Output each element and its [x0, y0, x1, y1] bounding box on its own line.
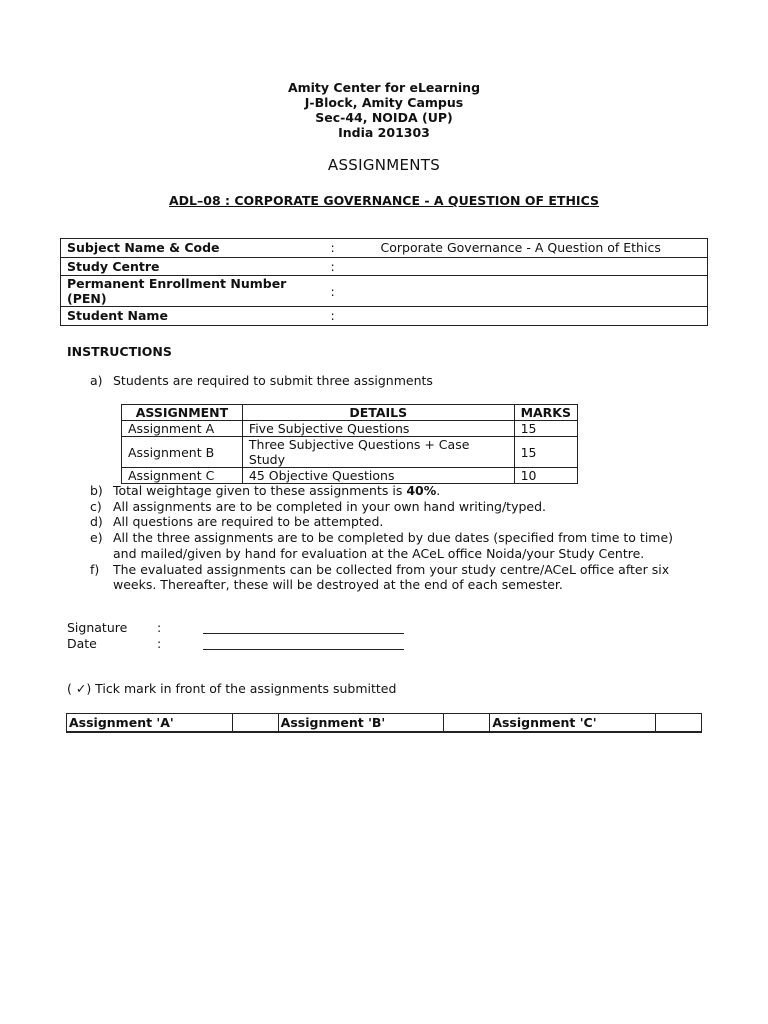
info-value[interactable]: [371, 276, 708, 307]
org-address-line-3: India 201303: [338, 125, 430, 140]
table-row: [122, 421, 578, 437]
signature-colon: :: [157, 620, 162, 635]
info-colon: :: [331, 307, 371, 326]
organization-header: [0, 80, 768, 140]
list-item: [90, 373, 690, 389]
assignment-table-header: [122, 405, 578, 421]
list-marker: a): [90, 373, 103, 388]
info-label: Student Name: [61, 307, 331, 326]
instructions-heading: INSTRUCTIONS: [67, 344, 172, 359]
list-text-prefix: Total weightage given to these assignments is: [113, 483, 407, 498]
list-marker: b): [90, 483, 103, 498]
assignment-c-tick-box[interactable]: [656, 714, 702, 732]
list-marker: c): [90, 498, 102, 514]
table-cell: Assignment C: [122, 468, 243, 484]
info-row-student-name: [61, 307, 708, 326]
info-value[interactable]: [371, 307, 708, 326]
column-header: ASSIGNMENT: [122, 405, 243, 421]
assignment-a-tick-box[interactable]: [232, 714, 278, 732]
instruction-list-a: [90, 373, 690, 389]
info-value[interactable]: Corporate Governance - A Question of Ethics: [371, 239, 708, 258]
date-label: Date: [67, 636, 97, 651]
signature-line[interactable]: [203, 620, 404, 634]
tick-instruction: ( ✓) Tick mark in front of the assignments submitted: [67, 681, 397, 696]
date-line[interactable]: [203, 636, 404, 650]
list-text: All questions are required to be attempted.: [113, 514, 384, 530]
info-label: Study Centre: [61, 257, 331, 276]
assignment-b-label: Assignment 'B': [278, 714, 444, 732]
info-row-study-centre: [61, 257, 708, 276]
list-item: [90, 562, 690, 593]
list-text: All the three assignments are to be completed by due dates (specified from time to time) and mailed/given by hand for evaluation at the ACeL office Noida/your Study Centre.: [113, 530, 674, 561]
column-header: DETAILS: [242, 405, 514, 421]
table-row: [122, 437, 578, 468]
org-address-line-1: J-Block, Amity Campus: [304, 95, 464, 110]
info-label: Subject Name & Code: [61, 239, 331, 258]
info-value[interactable]: [371, 257, 708, 276]
assignment-a-label: Assignment 'A': [67, 714, 233, 732]
list-text: The evaluated assignments can be collected from your study centre/ACeL office after six weeks. Thereafter, these will be destroyed at the end of each semester.: [113, 561, 670, 593]
list-marker: d): [90, 514, 103, 530]
list-marker: e): [90, 530, 103, 546]
table-cell: 45 Objective Questions: [242, 468, 514, 484]
list-text: [113, 483, 690, 499]
info-colon: :: [331, 276, 371, 307]
org-name: Amity Center for eLearning: [287, 80, 481, 95]
list-text: Students are required to submit three assignments: [113, 373, 433, 388]
info-label: Permanent Enrollment Number (PEN): [61, 276, 331, 307]
signature-row: [67, 620, 404, 635]
info-colon: :: [331, 257, 371, 276]
list-item: [90, 514, 690, 530]
list-item: [90, 483, 690, 499]
course-title-wrapper: [0, 193, 768, 208]
table-cell: 15: [514, 421, 577, 437]
submitted-assignments-table: [66, 713, 702, 733]
document-title: ASSIGNMENTS: [327, 156, 441, 174]
table-cell: Assignment A: [122, 421, 243, 437]
student-info-table: [60, 238, 708, 326]
assignment-c-label: Assignment 'C': [490, 714, 656, 732]
weightage-value: 40%: [406, 483, 437, 498]
instruction-list-b: [90, 483, 690, 593]
list-text: All assignments are to be completed in your own hand writing/typed.: [113, 498, 547, 514]
table-cell: 15: [514, 437, 577, 468]
submitted-row: [67, 714, 702, 732]
table-cell: Three Subjective Questions + Case Study: [242, 437, 514, 468]
table-cell: Assignment B: [122, 437, 243, 468]
info-colon: :: [331, 239, 371, 258]
table-cell: Five Subjective Questions: [242, 421, 514, 437]
assignment-table: [121, 404, 578, 484]
info-row-pen: [61, 276, 708, 307]
info-row-subject: [61, 239, 708, 258]
column-header: MARKS: [514, 405, 577, 421]
date-row: [67, 636, 404, 651]
course-title: ADL–08 : CORPORATE GOVERNANCE - A QUESTION OF ETHICS: [169, 193, 599, 208]
date-colon: :: [157, 636, 162, 651]
signature-label: Signature: [67, 620, 128, 635]
assignment-b-tick-box[interactable]: [444, 714, 490, 732]
table-cell: 10: [514, 468, 577, 484]
org-address-line-2: Sec-44, NOIDA (UP): [315, 110, 453, 125]
list-marker: f): [90, 561, 100, 577]
table-row: [122, 468, 578, 484]
list-item: [90, 530, 690, 561]
list-text-suffix: .: [436, 483, 441, 498]
list-item: [90, 499, 690, 515]
